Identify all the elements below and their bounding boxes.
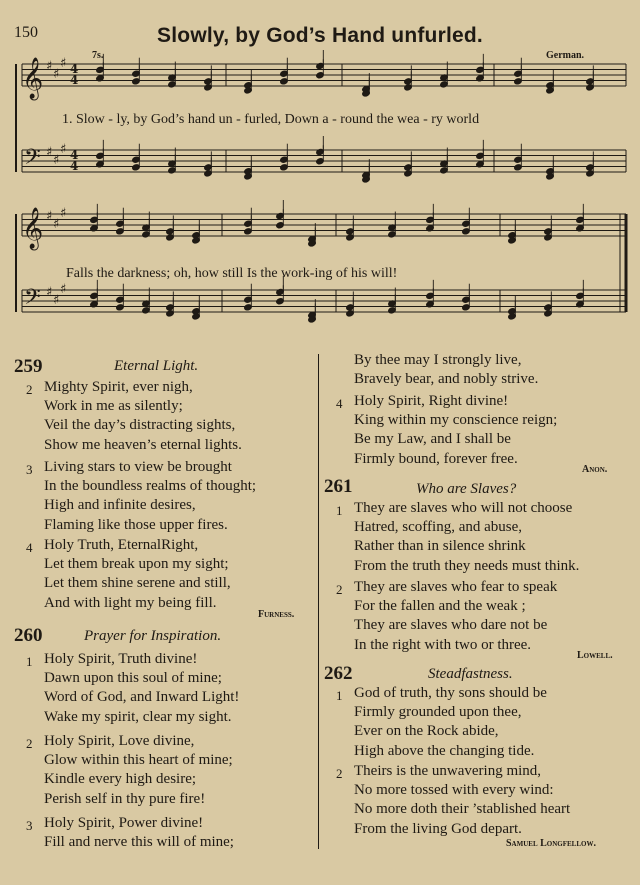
verse-line: Mighty Spirit, ever nigh, <box>44 379 193 395</box>
sharp-icon: ♯ <box>53 293 60 308</box>
sharp-icon: ♯ <box>53 153 60 168</box>
sharp-icon: ♯ <box>46 285 53 300</box>
hymn-260-verse-4 <box>336 392 557 469</box>
verse-line: Word of God, and Inward Light! <box>44 689 240 706</box>
page-number: 150 <box>14 24 38 41</box>
hymn-261-verse-1 <box>336 499 579 576</box>
verse-line: For the fallen and the weak ; <box>354 598 526 615</box>
tune-name: German. <box>546 50 585 61</box>
sharp-icon: ♯ <box>60 206 67 221</box>
hymn-259-verse-3 <box>26 458 256 535</box>
verse-line: Dawn upon this soul of mine; <box>44 670 222 687</box>
verse-line: Let them break upon my sight; <box>44 556 229 573</box>
verse-number: 3 <box>26 818 33 833</box>
verse-line: No more doth their ’stablished heart <box>354 801 571 818</box>
verse-line: Living stars to view be brought <box>44 459 232 475</box>
verse-line: No more tossed with every wind: <box>354 782 554 799</box>
sharp-icon: ♯ <box>53 67 60 82</box>
hymn-subtitle-259: Eternal Light. <box>114 358 199 374</box>
verse-line: Holy Spirit, Love divine, <box>44 733 195 749</box>
time-signature: 4 <box>70 73 79 87</box>
lyric-line-2: Falls the darkness; oh, how still Is the work-ing of his will! <box>66 266 398 281</box>
hymn-261-verse-2 <box>336 578 557 655</box>
verse-number: 1 <box>26 654 33 669</box>
verse-line: Firmly grounded upon thee, <box>354 704 522 721</box>
verse-line: Glow within this heart of mine; <box>44 752 233 769</box>
verse-line: Hatred, scoffing, and abuse, <box>354 519 523 536</box>
author-262: Samuel Longfellow. <box>506 838 596 849</box>
author-261: Lowell. <box>577 650 613 661</box>
sharp-icon: ♯ <box>46 145 53 160</box>
verse-number: 2 <box>336 582 343 597</box>
verse-line: Veil the day’s distracting sights, <box>44 417 236 434</box>
verse-line: Perish self in thy pure fire! <box>44 790 206 807</box>
hymn-262-verse-1 <box>336 684 547 761</box>
verse-line: Work in me as silently; <box>44 398 183 415</box>
lyric-line-1: 1. Slow - ly, by God’s hand un - furled, Down a - round the wea - ry world <box>62 112 480 127</box>
column-divider <box>318 354 319 849</box>
verse-line: Ever on the Rock abide, <box>354 723 499 740</box>
hymn-259-verse-4 <box>26 536 231 613</box>
verse-line: Show me heaven’s eternal lights. <box>44 436 242 453</box>
verse-line: High and infinite desires, <box>44 497 196 514</box>
verse-line: And with light my being fill. <box>44 594 217 611</box>
verse-line: From the truth they needs must think. <box>354 557 580 574</box>
hymn-260-verse-3-cont <box>354 351 538 389</box>
hymn-262-verse-2 <box>336 762 570 839</box>
verse-line: Holy Truth, EternalRight, <box>44 537 199 553</box>
verse-line: Holy Spirit, Power divine! <box>44 815 204 831</box>
verse-number: 3 <box>26 462 33 477</box>
verse-line: Flaming like those upper fires. <box>44 516 228 533</box>
hymn-subtitle-260: Prayer for Inspiration. <box>84 628 222 644</box>
verse-line: In the right with two or three. <box>354 636 532 653</box>
verse-number: 4 <box>336 396 343 411</box>
hymn-260-verse-1 <box>26 650 239 727</box>
treble-clef-icon: 𝄞 <box>22 208 44 249</box>
time-signature: 4 <box>70 159 79 173</box>
hymn-259-verse-2 <box>26 378 242 455</box>
hymn-number-260: 260 <box>14 625 43 646</box>
verse-number: 2 <box>26 382 33 397</box>
verse-line: In the boundless realms of thought; <box>44 478 257 495</box>
verse-number: 4 <box>26 540 33 555</box>
sharp-icon: ♯ <box>46 59 53 74</box>
verse-number: 1 <box>336 503 343 518</box>
bass-clef-icon: 𝄢 <box>24 285 41 315</box>
sharp-icon: ♯ <box>60 282 67 297</box>
verse-line: Theirs is the unwavering mind, <box>354 763 542 779</box>
verse-line: Fill and nerve this will of mine; <box>44 834 234 851</box>
verse-line: From the living God depart. <box>354 820 522 837</box>
verse-line: God of truth, thy sons should be <box>354 685 547 701</box>
verse-line: Kindle every high desire; <box>44 771 197 788</box>
hymn-number-259: 259 <box>14 356 43 377</box>
sharp-icon: ♯ <box>46 209 53 224</box>
hymn-260-verse-2 <box>26 732 233 809</box>
verse-line: Holy Spirit, Right divine! <box>354 393 509 409</box>
music-notation <box>0 0 640 345</box>
hymn-title: Slowly, by God’s Hand unfurled. <box>157 24 483 47</box>
verse-line: Firmly bound, forever free. <box>354 450 518 467</box>
sharp-icon: ♯ <box>60 142 67 157</box>
verse-line: Wake my spirit, clear my sight. <box>44 708 232 725</box>
verse-line: They are slaves who dare not be <box>354 617 548 634</box>
verse-line: Holy Spirit, Truth divine! <box>44 651 198 667</box>
verse-number: 2 <box>26 736 33 751</box>
verse-line: Rather than in silence shrink <box>354 538 526 555</box>
verse-number: 2 <box>336 766 343 781</box>
hymn-number-262: 262 <box>324 663 353 684</box>
verse-line: King within my conscience reign; <box>354 412 558 429</box>
time-signature: 4 <box>70 148 79 162</box>
verse-line: Be my Law, and I shall be <box>354 431 511 448</box>
verse-line: They are slaves who will not choose <box>354 500 573 516</box>
verse-line: They are slaves who fear to speak <box>354 579 558 595</box>
verse-line: By thee may I strongly live, <box>354 352 522 368</box>
hymn-260-verse-3 <box>26 814 234 852</box>
hymn-subtitle-261: Who are Slaves? <box>416 481 517 497</box>
bass-clef-icon: 𝄢 <box>24 145 41 175</box>
author-260: Anon. <box>582 464 608 475</box>
verse-number: 1 <box>336 688 343 703</box>
time-signature: 4 <box>70 62 79 76</box>
treble-clef-icon: 𝄞 <box>22 58 44 99</box>
sharp-icon: ♯ <box>53 217 60 232</box>
author-259: Furness. <box>258 609 295 620</box>
verse-line: Bravely bear, and nobly strive. <box>354 371 539 388</box>
hymn-subtitle-262: Steadfastness. <box>428 666 513 682</box>
verse-line: Let them shine serene and still, <box>44 575 231 592</box>
sharp-icon: ♯ <box>60 56 67 71</box>
hymn-number-261: 261 <box>324 476 353 497</box>
tune-meter: 7s. <box>92 50 104 61</box>
verse-line: High above the changing tide. <box>354 742 535 759</box>
